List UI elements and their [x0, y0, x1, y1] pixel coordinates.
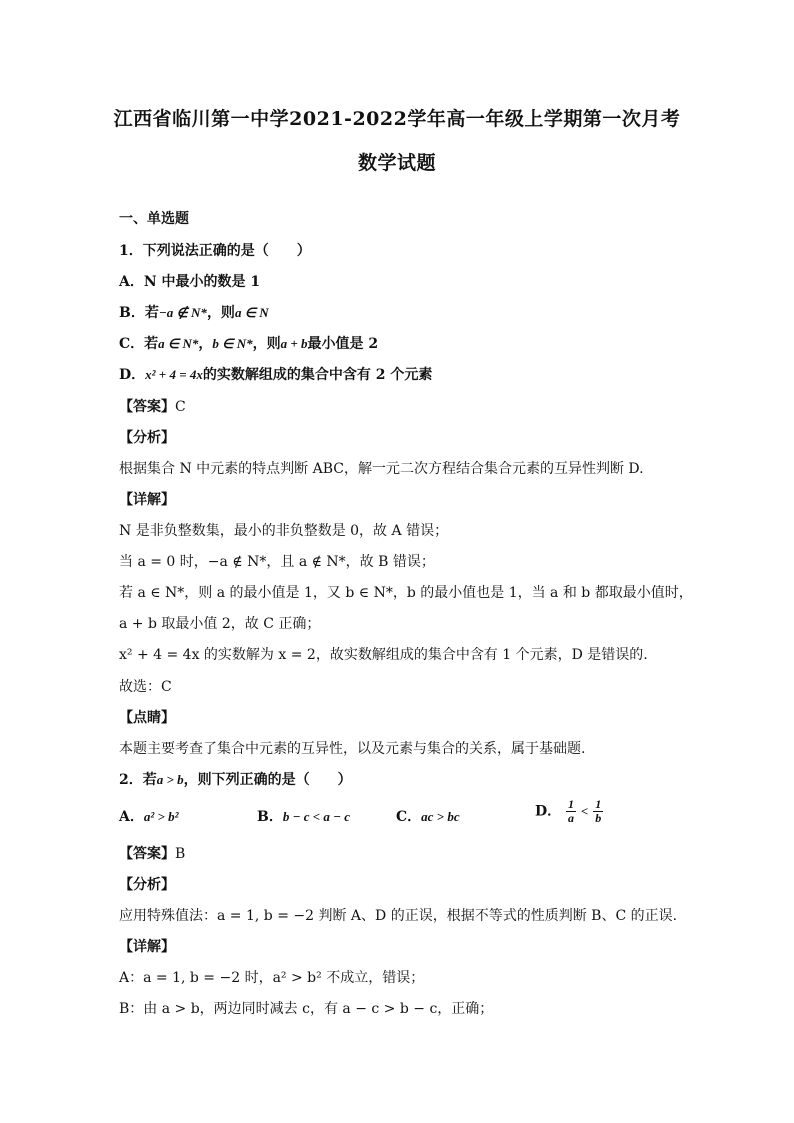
title-line-2: 数学试题 — [357, 152, 436, 174]
q1-detail-1: N 是非负整数集，最小的非负整数是 0，故 A 错误； — [119, 523, 449, 539]
title-line-1: 江西省临川第一中学2021-2022学年高一年级上学期第一次月考 — [113, 108, 681, 130]
q2-stem: 2．若a > b，则下列正确的是（ ） — [119, 772, 352, 788]
q2-detail-b: B：由 a > b，两边同时减去 c，有 a − c > b − c，正确； — [119, 1001, 494, 1017]
q1-stem: 1．下列说法正确的是（ ） — [119, 243, 311, 259]
q1-detail-3: 若 a ∈ N*，则 a 的最小值是 1，又 b ∈ N*，b 的最小值也是 1，当 a 和 b 都取最小值时， — [119, 585, 693, 601]
q1-comment-text: 本题主要考查了集合中元素的互异性，以及元素与集合的关系，属于基础题. — [119, 741, 586, 757]
q2-answer: 【答案】B — [119, 846, 186, 862]
q1-detail-2: 当 a = 0 时，−a ∉ N*，且 a ∉ N*，故 B 错误； — [119, 554, 435, 570]
q1-detail-4: a + b 取最小值 2，故 C 正确； — [119, 616, 321, 632]
q1-option-a: A．N 中最小的数是 1 — [119, 274, 261, 290]
q1-analysis-label: 【分析】 — [119, 430, 175, 446]
q1-option-c: C．若a ∈ N*，b ∈ N*，则a + b最小值是 2 — [119, 336, 379, 352]
q2-option-b: B．b − c < a − c — [257, 809, 351, 825]
q2-detail-a: A：a = 1, b = −2 时，a² > b² 不成立，错误； — [119, 970, 425, 986]
q2-option-a: A．a² > b² — [119, 809, 179, 825]
q2-analysis-text: 应用特殊值法：a = 1, b = −2 判断 A、D 的正误，根据不等式的性质判断 B、C 的正误. — [119, 908, 678, 924]
q2-option-c: C．ac > bc — [396, 809, 460, 825]
q1-option-d: D．x² + 4 = 4x的实数解组成的集合中含有 2 个元素 — [119, 367, 433, 383]
q1-comment-label: 【点睛】 — [119, 710, 175, 726]
q1-detail-label: 【详解】 — [119, 492, 175, 508]
section-heading: 一、单选题 — [119, 211, 189, 227]
q1-choice: 故选：C — [119, 679, 172, 695]
q1-analysis-text: 根据集合 N 中元素的特点判断 ABC，解一元二次方程结合集合元素的互异性判断 D. — [119, 461, 644, 477]
fraction-1-over-b: $\frac{1}{b}$ — [595, 797, 602, 825]
q1-detail-5: x² + 4 = 4x 的实数解为 x = 2，故实数解组成的集合中含有 1 个元素，D 是错误的. — [119, 647, 648, 663]
q1-answer: 【答案】C — [119, 399, 186, 415]
q2-option-d: D． $\frac{1}{a}$ < $\frac{1}{b}$ — [535, 797, 602, 825]
q2-detail-label: 【详解】 — [119, 939, 175, 955]
fraction-1-over-a: $\frac{1}{a}$ — [568, 797, 575, 825]
q2-analysis-label: 【分析】 — [119, 877, 175, 893]
q1-option-b: B．若−a ∉ N*，则a ∈ N — [119, 305, 269, 321]
